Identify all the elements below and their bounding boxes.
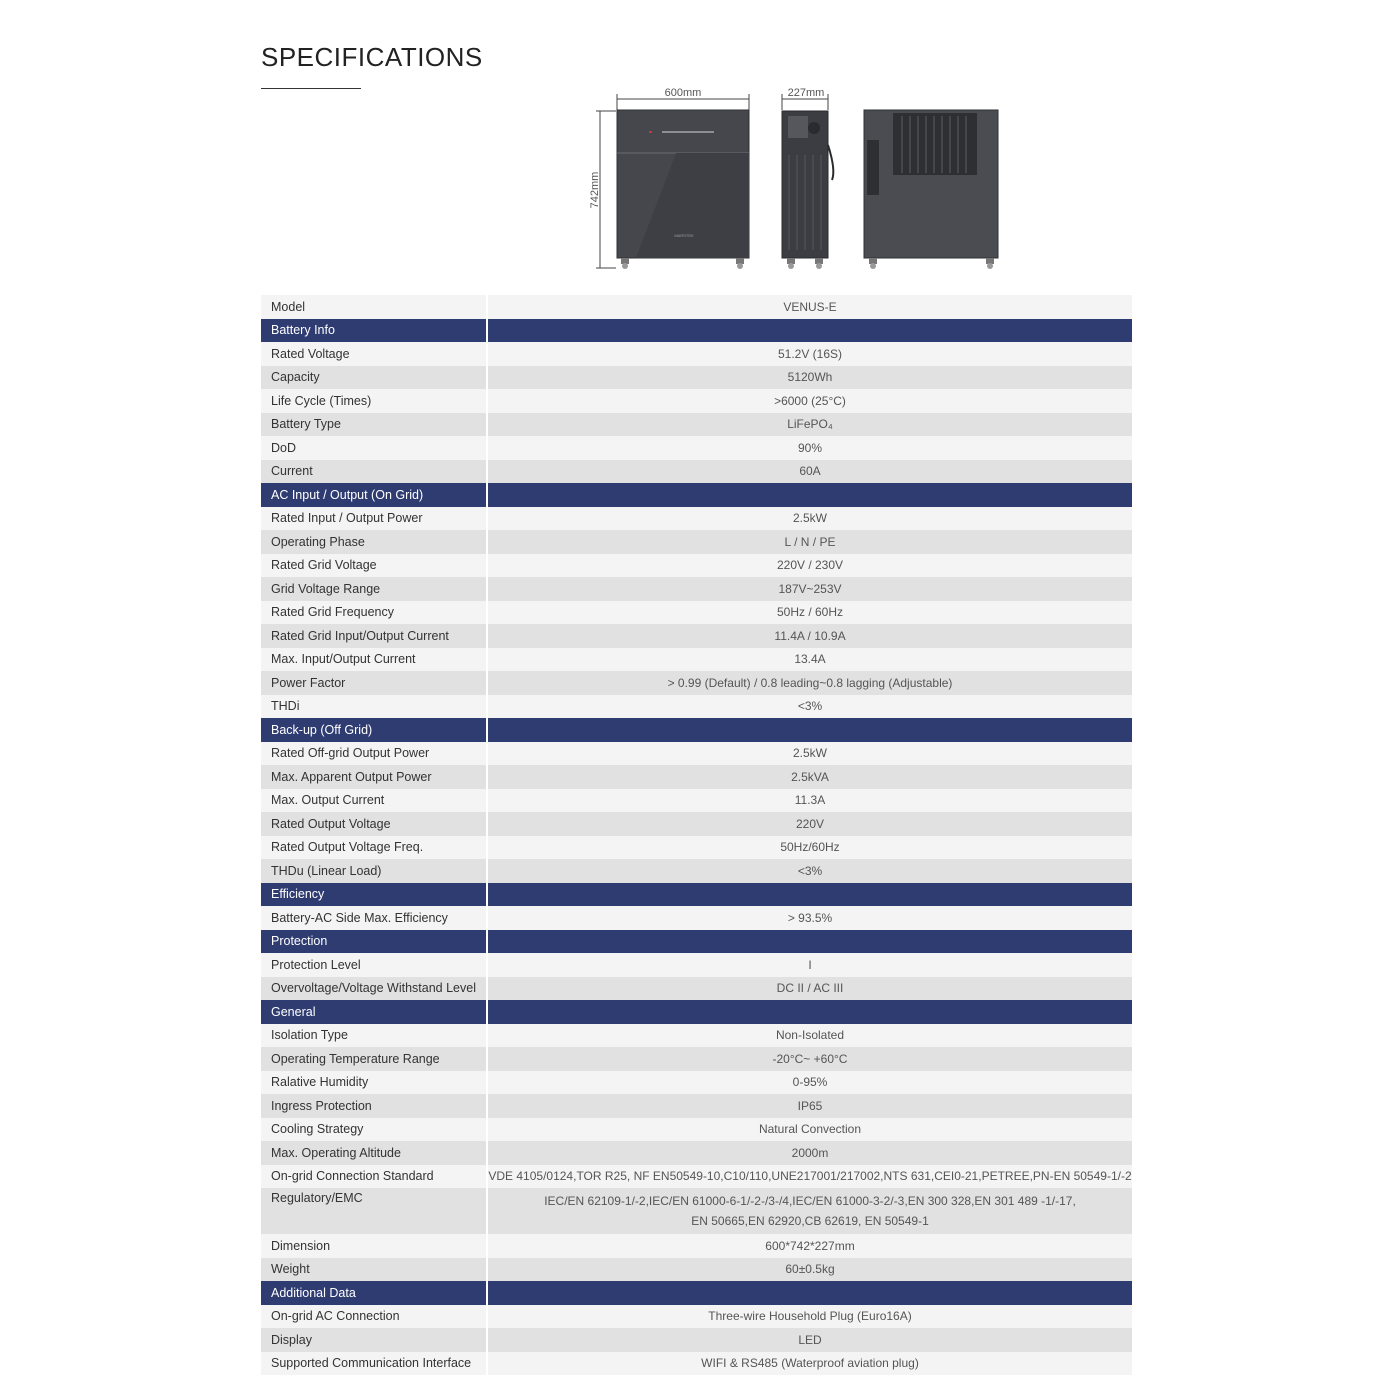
row-label: Current	[261, 460, 486, 484]
row-label: Max. Apparent Output Power	[261, 765, 486, 789]
row-value: <3%	[488, 695, 1132, 719]
row-value: 50Hz/60Hz	[488, 836, 1132, 860]
row-label: Regulatory/EMC	[261, 1188, 486, 1234]
table-row-model	[261, 295, 1132, 319]
row-label: Rated Grid Input/Output Current	[261, 624, 486, 648]
row-label: Rated Voltage	[261, 342, 486, 366]
row-value: IEC/EN 62109-1/-2,IEC/EN 61000-6-1/-2-/3-/4,IEC/EN 61000-3-2/-3,EN 300 328,EN 301 489 -1/-17,	[544, 1194, 1076, 1208]
product-drawing	[586, 80, 1016, 275]
table-row	[261, 836, 1132, 860]
table-row	[261, 765, 1132, 789]
section-title: AC Input / Output (On Grid)	[261, 483, 486, 507]
row-value: 600*742*227mm	[488, 1234, 1132, 1258]
height-label: 742mm	[589, 171, 601, 209]
row-value: 0-95%	[488, 1071, 1132, 1095]
row-label: Max. Operating Altitude	[261, 1141, 486, 1165]
table-row	[261, 1328, 1132, 1352]
table-row	[261, 577, 1132, 601]
row-value: Non-Isolated	[488, 1024, 1132, 1048]
table-row	[261, 1094, 1132, 1118]
row-label: Ingress Protection	[261, 1094, 486, 1118]
row-label: Capacity	[261, 366, 486, 390]
row-label: Operating Temperature Range	[261, 1047, 486, 1071]
row-label: Max. Output Current	[261, 789, 486, 813]
section-header	[261, 483, 1132, 507]
table-row	[261, 859, 1132, 883]
table-row	[261, 342, 1132, 366]
table-row	[261, 977, 1132, 1001]
spec-table	[261, 295, 1132, 1375]
row-label: Model	[261, 295, 486, 319]
row-value: 2.5kW	[488, 507, 1132, 531]
row-label: Rated Output Voltage	[261, 812, 486, 836]
row-value: Three-wire Household Plug (Euro16A)	[488, 1305, 1132, 1329]
table-row	[261, 366, 1132, 390]
section-header	[261, 1281, 1132, 1305]
row-value: > 93.5%	[488, 906, 1132, 930]
row-value: LiFePO₄	[488, 413, 1132, 437]
table-row	[261, 389, 1132, 413]
table-row	[261, 695, 1132, 719]
table-row	[261, 1071, 1132, 1095]
table-row	[261, 624, 1132, 648]
front-view	[617, 110, 749, 269]
row-value: 51.2V (16S)	[488, 342, 1132, 366]
table-row	[261, 460, 1132, 484]
row-label: Rated Grid Voltage	[261, 554, 486, 578]
table-row	[261, 789, 1132, 813]
row-value: VDE 4105/0124,TOR R25, NF EN50549-10,C10/110,UNE217001/217002,NTS 631,CEI0-21,PETREE,PN-EN 50549-1/-2	[488, 1165, 1132, 1189]
row-label: Operating Phase	[261, 530, 486, 554]
brand-label: MARSTEK	[674, 233, 694, 238]
row-label: Power Factor	[261, 671, 486, 695]
title-underline	[261, 88, 361, 89]
table-row	[261, 436, 1132, 460]
section-title: Back-up (Off Grid)	[261, 718, 486, 742]
row-label: Display	[261, 1328, 486, 1352]
row-label: THDu (Linear Load)	[261, 859, 486, 883]
section-title: Battery Info	[261, 319, 486, 343]
row-label: Isolation Type	[261, 1024, 486, 1048]
row-label: Rated Off-grid Output Power	[261, 742, 486, 766]
table-row	[261, 953, 1132, 977]
table-row	[261, 554, 1132, 578]
section-title: Protection	[261, 930, 486, 954]
table-row	[261, 507, 1132, 531]
row-value: 50Hz / 60Hz	[488, 601, 1132, 625]
row-label: Cooling Strategy	[261, 1118, 486, 1142]
row-value: 60A	[488, 460, 1132, 484]
row-value: 2000m	[488, 1141, 1132, 1165]
row-value: -20°C~ +60°C	[488, 1047, 1132, 1071]
row-label: Rated Input / Output Power	[261, 507, 486, 531]
row-value: 220V / 230V	[488, 554, 1132, 578]
rear-view	[864, 110, 998, 269]
table-row	[261, 742, 1132, 766]
page-title: SPECIFICATIONS	[261, 42, 483, 72]
section-title: Additional Data	[261, 1281, 486, 1305]
row-value: 90%	[488, 436, 1132, 460]
depth-label: 227mm	[787, 87, 825, 99]
table-row	[261, 1118, 1132, 1142]
row-value: 11.4A / 10.9A	[488, 624, 1132, 648]
row-value: <3%	[488, 859, 1132, 883]
section-header	[261, 930, 1132, 954]
row-value-multiline	[488, 1188, 1132, 1234]
table-row	[261, 530, 1132, 554]
row-value: Natural Convection	[488, 1118, 1132, 1142]
row-label: Battery-AC Side Max. Efficiency	[261, 906, 486, 930]
row-value: 13.4A	[488, 648, 1132, 672]
row-value: 2.5kW	[488, 742, 1132, 766]
row-label: Dimension	[261, 1234, 486, 1258]
row-value: 220V	[488, 812, 1132, 836]
section-title: Efficiency	[261, 883, 486, 907]
row-value: > 0.99 (Default) / 0.8 leading~0.8 lagging (Adjustable)	[488, 671, 1132, 695]
table-row	[261, 812, 1132, 836]
table-row	[261, 1258, 1132, 1282]
width-dimension	[617, 87, 749, 110]
row-label: Life Cycle (Times)	[261, 389, 486, 413]
row-value-line2: EN 50665,EN 62920,CB 62619, EN 50549-1	[691, 1214, 929, 1228]
row-value: >6000 (25°C)	[488, 389, 1132, 413]
section-header	[261, 718, 1132, 742]
row-value: VENUS-E	[488, 295, 1132, 319]
row-value: I	[488, 953, 1132, 977]
row-label: Rated Grid Frequency	[261, 601, 486, 625]
row-value: IP65	[488, 1094, 1132, 1118]
table-row	[261, 1188, 1132, 1234]
table-row	[261, 1234, 1132, 1258]
row-label: THDi	[261, 695, 486, 719]
table-row	[261, 1141, 1132, 1165]
table-row	[261, 1024, 1132, 1048]
row-value: DC II / AC III	[488, 977, 1132, 1001]
row-label: Rated Output Voltage Freq.	[261, 836, 486, 860]
row-label: Battery Type	[261, 413, 486, 437]
table-row	[261, 413, 1132, 437]
row-label: On-grid AC Connection	[261, 1305, 486, 1329]
row-label: Weight	[261, 1258, 486, 1282]
row-value: LED	[488, 1328, 1132, 1352]
table-row	[261, 1047, 1132, 1071]
row-label: Grid Voltage Range	[261, 577, 486, 601]
row-label: DoD	[261, 436, 486, 460]
section-header	[261, 1000, 1132, 1024]
row-label: On-grid Connection Standard	[261, 1165, 486, 1189]
row-label: Protection Level	[261, 953, 486, 977]
row-label: Supported Communication Interface	[261, 1352, 486, 1376]
section-title: General	[261, 1000, 486, 1024]
row-label: Ralative Humidity	[261, 1071, 486, 1095]
section-header	[261, 883, 1132, 907]
row-label: Overvoltage/Voltage Withstand Level	[261, 977, 486, 1001]
table-row	[261, 601, 1132, 625]
row-value: WIFI & RS485 (Waterproof aviation plug)	[488, 1352, 1132, 1376]
section-header	[261, 319, 1132, 343]
row-value: 11.3A	[488, 789, 1132, 813]
table-row	[261, 671, 1132, 695]
table-row	[261, 1165, 1132, 1189]
row-value: 2.5kVA	[488, 765, 1132, 789]
height-dimension	[589, 111, 616, 268]
row-value: 187V~253V	[488, 577, 1132, 601]
row-value: 5120Wh	[488, 366, 1132, 390]
row-value: 60±0.5kg	[488, 1258, 1132, 1282]
table-row	[261, 1352, 1132, 1376]
side-view	[782, 87, 833, 269]
table-row	[261, 1305, 1132, 1329]
table-row	[261, 648, 1132, 672]
width-label: 600mm	[664, 87, 702, 99]
row-value: L / N / PE	[488, 530, 1132, 554]
table-row	[261, 906, 1132, 930]
row-label: Max. Input/Output Current	[261, 648, 486, 672]
